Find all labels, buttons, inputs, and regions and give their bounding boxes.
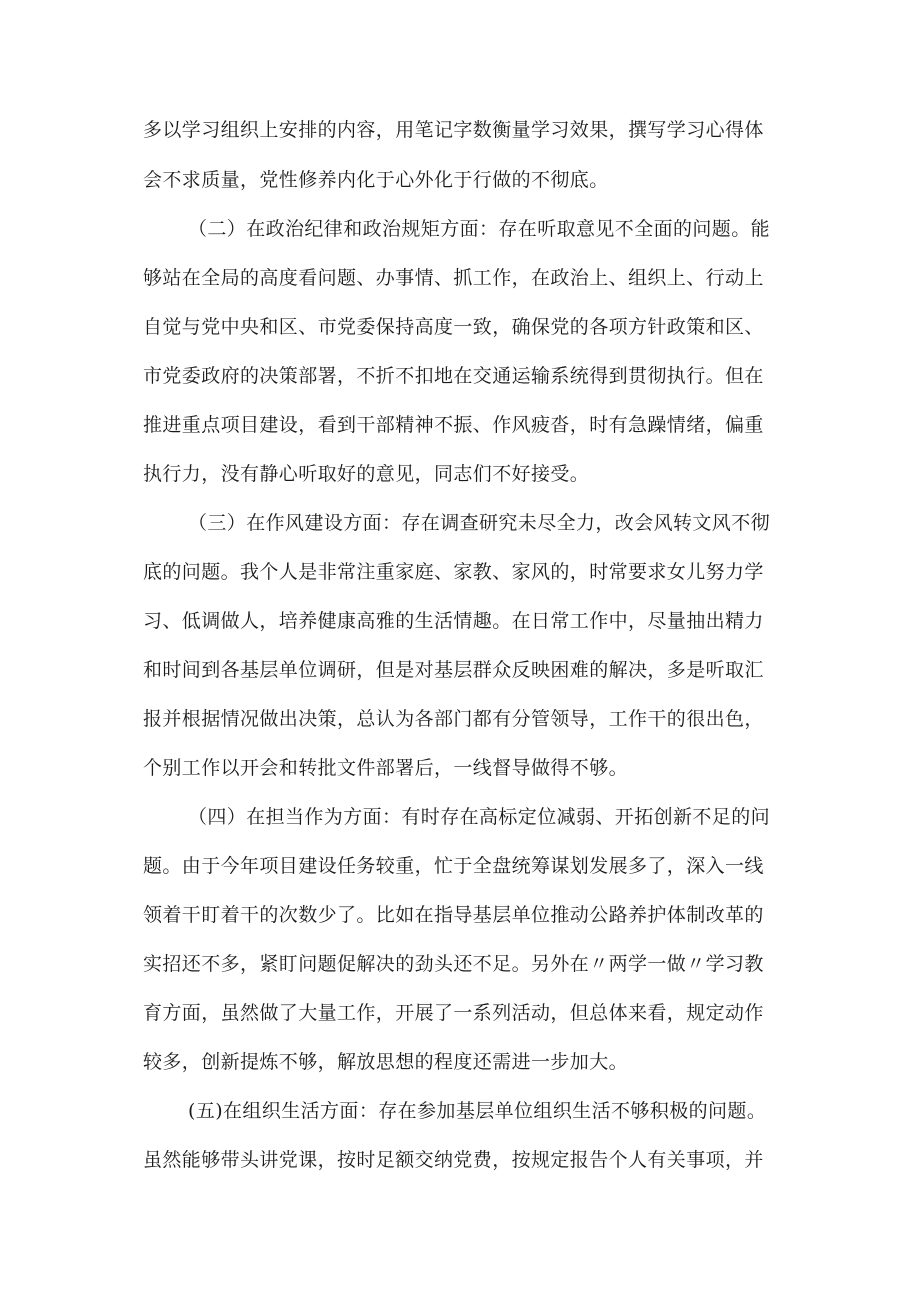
text-line: 自觉与党中央和区、市党委保持高度一致，确保党的各项方针政策和区、: [143, 316, 764, 338]
text-line: 多以学习组织上安排的内容，用笔记字数衡量学习效果，撰写学习心得体: [143, 119, 764, 141]
text-line: 执行力，没有静心听取好的意见，同志们不好接受。: [143, 463, 590, 485]
text-line: 实招还不多，紧盯问题促解决的劲头还不足。另外在〃两学一做〃学习教: [143, 953, 764, 975]
paragraph-4-heading-line: （四）在担当作为方面：有时存在高标定位减弱、开拓创新不足的问: [188, 806, 771, 828]
text-line: 推进重点项目建设，看到干部精神不振、作风疲沓，时有急躁情绪，偏重: [143, 414, 764, 436]
text-line: 市党委政府的决策部署，不折不扣地在交通运输系统得到贯彻执行。但在: [143, 365, 764, 387]
text-line: 个别工作以开会和转批文件部署后，一线督导做得不够。: [143, 757, 629, 779]
text-line: 会不求质量，党性修养内化于心外化于行做的不彻底。: [143, 169, 609, 191]
text-line: 和时间到各基层单位调研，但是对基层群众反映困难的解决，多是听取汇: [143, 659, 764, 681]
text-line: 够站在全局的高度看问题、办事情、抓工作，在政治上、组织上、行动上: [143, 267, 764, 289]
text-line: 育方面，虽然做了大量工作，开展了一系列活动，但总体来看，规定动作: [143, 1002, 764, 1024]
text-line: 题。由于今年项目建设任务较重，忙于全盘统筹谋划发展多了，深入一线: [143, 855, 764, 877]
paragraph-3-heading-line: （三）在作风建设方面：存在调查研究未尽全力，改会风转文风不彻: [188, 512, 771, 534]
text-line: 虽然能够带头讲党课，按时足额交纳党费，按规定报告个人有关事项，并: [143, 1149, 764, 1171]
text-line: 领着干盯着干的次数少了。比如在指导基层单位推动公路养护体制改革的: [143, 904, 764, 926]
paragraph-5-heading-line: (五)在组织生活方面：存在参加基层单位组织生活不够积极的问题。: [188, 1100, 767, 1122]
text-line: 报并根据情况做出决策，总认为各部门都有分管领导，工作干的很出色，: [143, 708, 764, 730]
text-line: 习、低调做人，培养健康高雅的生活情趣。在日常工作中，尽量抽出精力: [143, 610, 764, 632]
text-line: 底的问题。我个人是非常注重家庭、家教、家风的，时常要求女儿努力学: [143, 561, 764, 583]
paragraph-2-heading-line: （二）在政治纪律和政治规矩方面：存在听取意见不全面的问题。能: [188, 218, 771, 240]
text-line: 较多，创新提炼不够，解放思想的程度还需进一步加大。: [143, 1051, 629, 1073]
